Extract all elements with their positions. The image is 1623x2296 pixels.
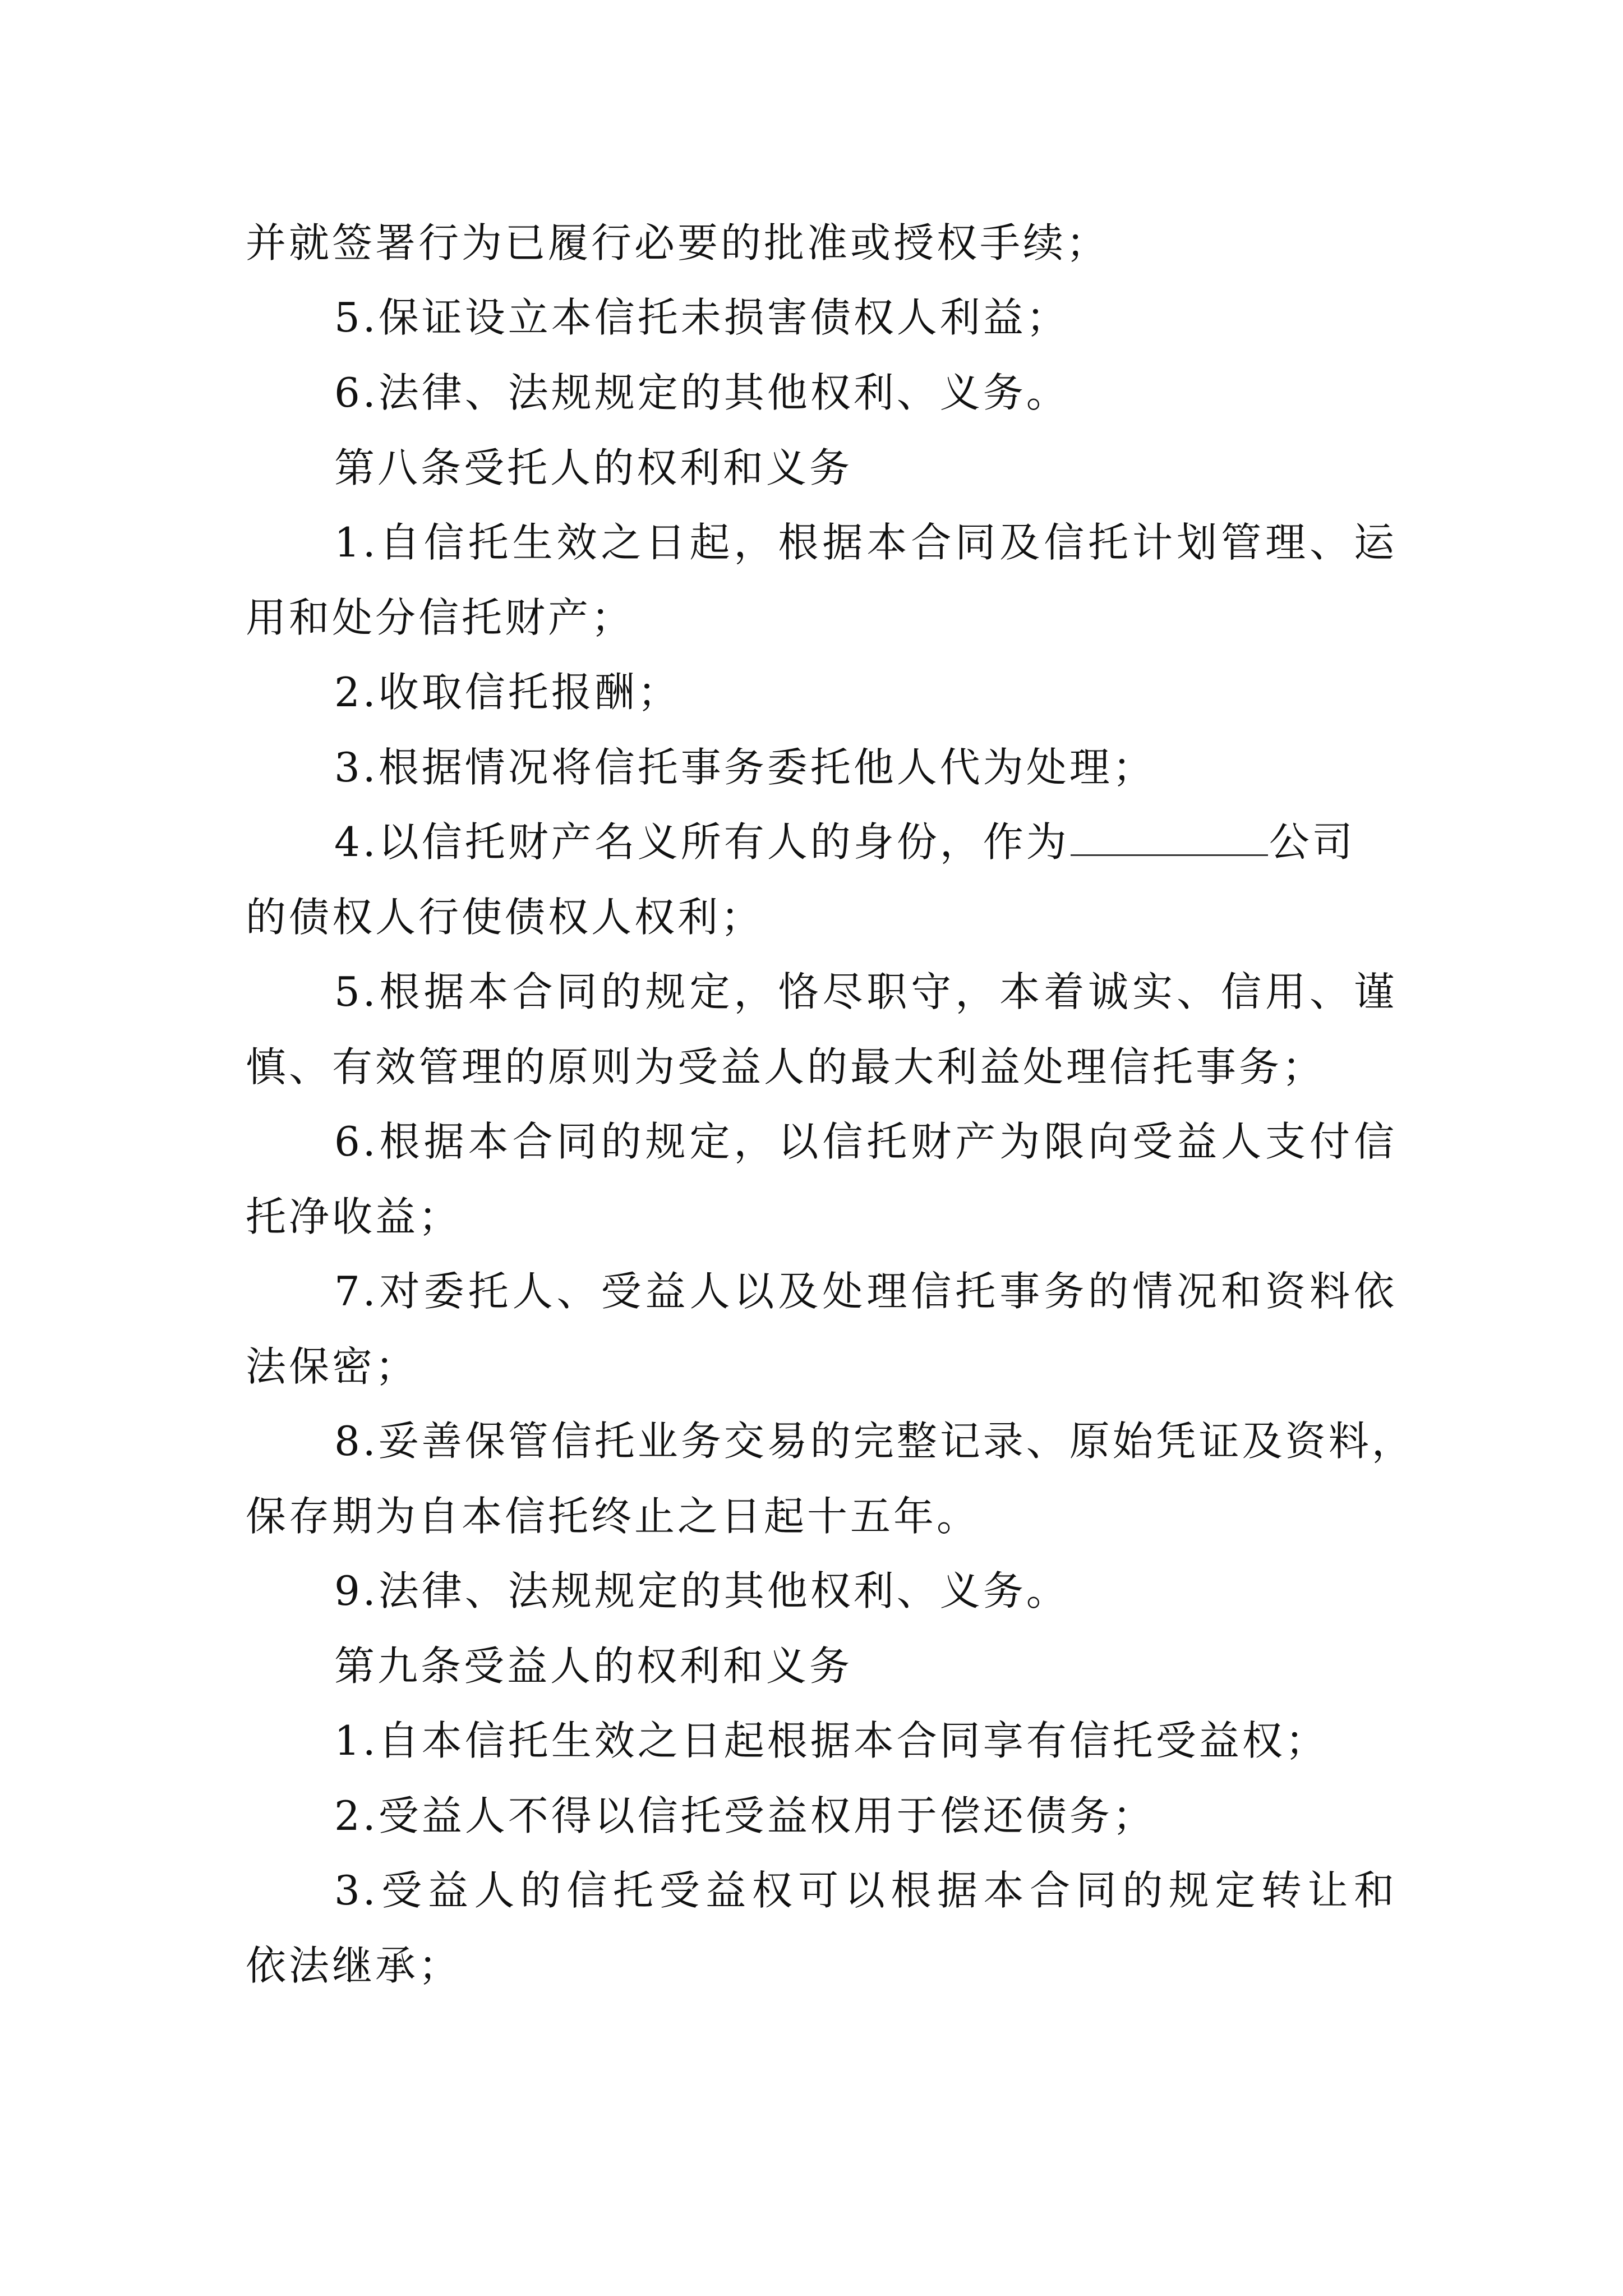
text-line: 3.根据情况将信托事务委托他人代为处理； [334, 744, 1156, 791]
text-line: 2.收取信托报酬； [334, 669, 681, 716]
text-line: 并就签署行为已履行必要的批准或授权手续； [246, 219, 1110, 266]
section-heading: 第九条受益人的权利和义务 [334, 1642, 853, 1690]
text-line: 8.妥善保管信托业务交易的完整记录、原始凭证及资料， [334, 1418, 1415, 1465]
text-line: 的债权人行使债权人权利； [246, 894, 764, 941]
text-segment: 4.以信托财产名义所有人的身份，作为 [334, 818, 1069, 866]
text-line: 用和处分信托财产； [246, 594, 635, 641]
text-line: 法保密； [246, 1343, 419, 1390]
text-line: 9.法律、法规规定的其他权利、义务。 [334, 1567, 1069, 1614]
text-line: 托净收益； [246, 1193, 462, 1240]
text-line: 1.自信托生效之日起，根据本合同及信托计划管理、运 [334, 519, 1397, 566]
text-line: 6.根据本合同的规定，以信托财产为限向受益人支付信 [334, 1118, 1397, 1165]
text-line: 慎、有效管理的原则为受益人的最大利益处理信托事务； [246, 1043, 1326, 1091]
text-line: 5.根据本合同的规定，恪尽职守，本着诚实、信用、谨 [334, 968, 1397, 1015]
text-segment: 公司 [1269, 818, 1355, 866]
text-line-with-blank [334, 815, 1397, 869]
text-line: 3.受益人的信托受益权可以根据本合同的规定转让和 [334, 1867, 1397, 1914]
text-line: 保存期为自本信托终止之日起十五年。 [246, 1493, 980, 1540]
fill-in-blank[interactable] [1071, 823, 1268, 856]
text-line: 7.对委托人、受益人以及处理信托事务的情况和资料依 [334, 1268, 1397, 1315]
text-line: 依法继承； [246, 1942, 462, 1989]
text-line: 6.法律、法规规定的其他权利、义务。 [334, 369, 1069, 416]
text-line: 5.保证设立本信托未损害债权人利益； [334, 294, 1069, 341]
section-heading: 第八条受托人的权利和义务 [334, 444, 853, 491]
text-line: 2.受益人不得以信托受益权用于偿还债务； [334, 1792, 1156, 1839]
text-line: 1.自本信托生效之日起根据本合同享有信托受益权； [334, 1717, 1329, 1764]
